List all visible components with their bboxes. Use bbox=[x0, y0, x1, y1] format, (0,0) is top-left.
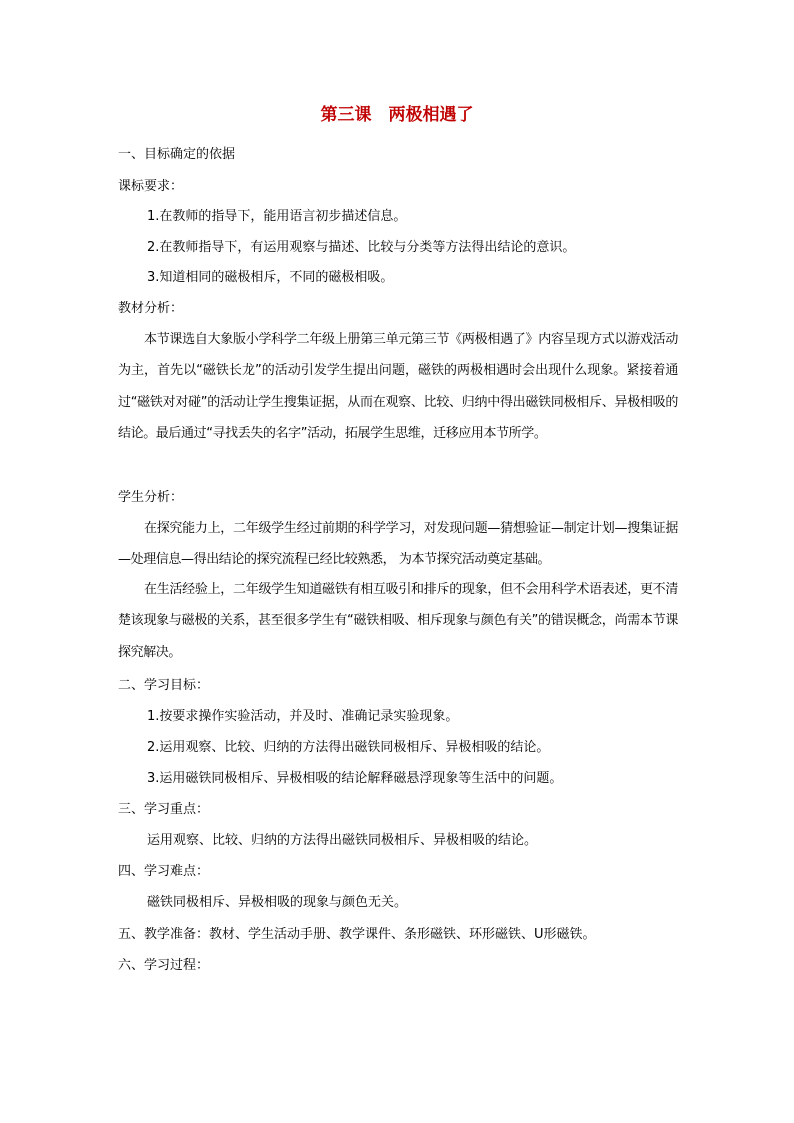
key-point-text: 运用观察、比较、归纳的方法得出磁铁同极相斥、异极相吸的结论。 bbox=[147, 833, 538, 848]
difficulty-text: 磁铁同极相斥、异极相吸的现象与颜色无关。 bbox=[147, 895, 408, 910]
standard-item: 2.在教师指导下，有运用观察与描述、比较与分类等方法得出结论的意识。 bbox=[147, 240, 576, 255]
section-3-heading: 三、学习重点： bbox=[118, 802, 210, 817]
section-5-heading: 五、教学准备：教材、学生活动手册、教学课件、条形磁铁、环形磁铁、U形磁铁。 bbox=[118, 927, 596, 942]
standard-item: 1.在教师的指导下，能用语言初步描述信息。 bbox=[147, 209, 407, 224]
section-6-heading: 六、学习过程： bbox=[118, 958, 210, 973]
standards-label: 课标要求： bbox=[118, 179, 184, 194]
standard-item: 3.知道相同的磁极相斥，不同的磁极相吸。 bbox=[147, 270, 394, 285]
goal-item: 3.运用磁铁同极相斥、异极相吸的结论解释磁悬浮现象等生活中的问题。 bbox=[147, 771, 563, 786]
section-1-heading: 一、目标确定的依据 bbox=[118, 147, 236, 162]
page-title: 第三课 两极相遇了 bbox=[320, 105, 474, 125]
section-4-heading: 四、学习难点： bbox=[118, 864, 210, 879]
material-label: 教材分析： bbox=[118, 301, 184, 316]
student-paragraph-2: 在生活经验上，二年级学生知道磁铁有相互吸引和排斥的现象，但不会用科学术语表述，更不清楚该现象与磁极的关系，甚至很多学生有“磁铁相吸、相斥现象与颜色有关”的错误概念，尚需本节课探究解决。 bbox=[118, 582, 678, 660]
goal-item: 2.运用观察、比较、归纳的方法得出磁铁同极相斥、异极相吸的结论。 bbox=[147, 740, 550, 755]
student-paragraph-1: 在探究能力上，二年级学生经过前期的科学学习，对发现问题—猜想验证—制定计划—搜集证据—处理信息—得出结论的探究流程已经比较熟悉， 为本节探究活动奠定基础。 bbox=[118, 521, 678, 568]
material-paragraph: 本节课选自大象版小学科学二年级上册第三单元第三节《两极相遇了》内容呈现方式以游戏活动为主，首先以“磁铁长龙”的活动引发学生提出问题，磁铁的两极相遇时会出现什么现象。紧接着通过“磁铁对对碰”的活动让学生搜集证据，从而在观察、比较、归纳中得出磁铁同极相斥、异极相吸的结论。最后通过“寻找丢失的名字”活动，拓展学生思维，迁移应用本节所学。 bbox=[118, 332, 678, 442]
section-2-heading: 二、学习目标： bbox=[118, 678, 210, 693]
student-label: 学生分析： bbox=[118, 490, 184, 505]
goal-item: 1.按要求操作实验活动，并及时、准确记录实验现象。 bbox=[147, 709, 459, 724]
